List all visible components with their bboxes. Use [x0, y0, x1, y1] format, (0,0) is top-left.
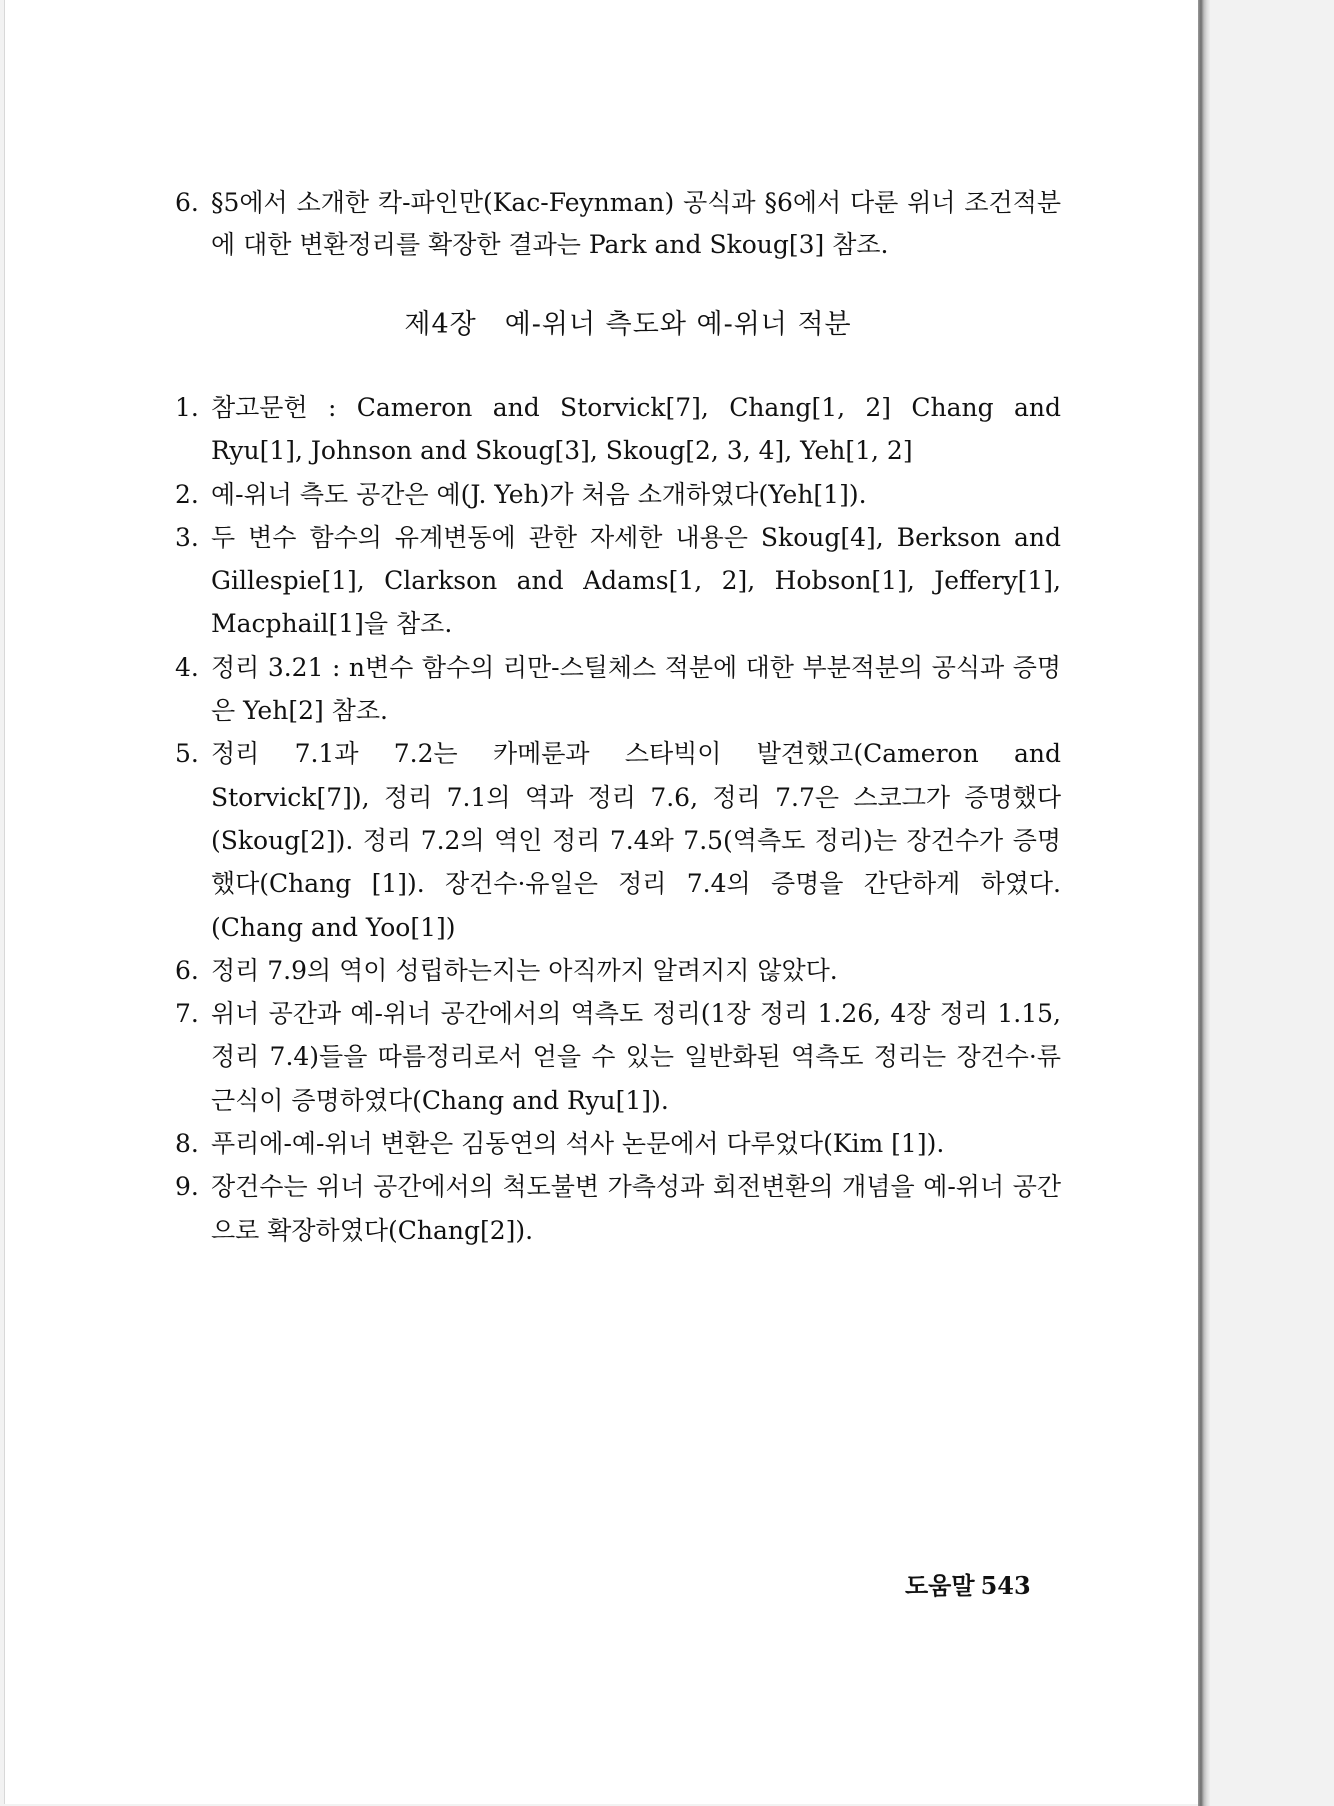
- note-text: 참고문헌 : Cameron and Storvick[7], Chang[1, 2] Chang and Ryu[1], Johnson and Skoug[3], Skoug[2, 3, 4], Yeh[1, 2]: [211, 393, 1061, 466]
- list-item: [175, 732, 1061, 948]
- note-number: 3.: [175, 522, 199, 552]
- list-item: [175, 1165, 1061, 1252]
- note-number: 6.: [175, 188, 199, 217]
- page-footer: [905, 1566, 1031, 1601]
- running-footer-label: 도움말: [905, 1572, 975, 1600]
- notes-list: [175, 386, 1061, 1252]
- note-number: 9.: [175, 1172, 199, 1202]
- note-number: 2.: [175, 479, 199, 509]
- note-text: 두 변수 함수의 유계변동에 관한 자세한 내용은 Skoug[4], Berkson and Gillespie[1], Clarkson and Adams[1, 2], Hobson[1], Jeffery[1], Macphail[1]을 참조.: [211, 522, 1061, 639]
- list-item: [175, 992, 1061, 1122]
- list-item: [175, 646, 1061, 733]
- note-number: 1.: [175, 393, 199, 422]
- book-page: [4, 0, 1203, 1804]
- note-text: 정리 7.1과 7.2는 카메룬과 스타빅이 발견했고(Cameron and Storvick[7]), 정리 7.1의 역과 정리 7.6, 정리 7.7은 스코그가 증명했다(Skoug[2]). 정리 7.2의 역인 정리 7.4와 7.5(역측도 정리)는 장건수가 증명했다(Chang [1]). 장건수·유일은 정리 7.4의 증명을 간단하게 하였다. (Chang and Yoo[1]): [211, 739, 1061, 942]
- list-item: [175, 473, 1061, 516]
- note-text: 정리 3.21 : n변수 함수의 리만-스틸체스 적분에 대한 부분적분의 공식과 증명은 Yeh[2] 참조.: [211, 652, 1061, 726]
- note-item-previous-chapter: [175, 182, 1061, 266]
- note-number: 7.: [175, 999, 199, 1029]
- note-number: 4.: [175, 652, 199, 682]
- page-number: 543: [980, 1571, 1031, 1600]
- page-edge-shadow: [1198, 0, 1210, 1806]
- list-item: [175, 516, 1061, 646]
- note-text: 정리 7.9의 역이 성립하는지는 아직까지 알려지지 않았다.: [211, 955, 838, 985]
- chapter-heading: [175, 304, 1061, 346]
- list-item: [175, 386, 1061, 473]
- note-number: 8.: [175, 1129, 199, 1159]
- note-text: 푸리에-예-위너 변환은 김동연의 석사 논문에서 다루었다(Kim [1]).: [211, 1129, 945, 1159]
- note-text: 예-위너 측도 공간은 예(J. Yeh)가 처음 소개하였다(Yeh[1]).: [211, 479, 867, 509]
- note-text: §5에서 소개한 칵-파인만(Kac-Feynman) 공식과 §6에서 다룬 위너 조건적분에 대한 변환정리를 확장한 결과는 Park and Skoug[3] 참조.: [211, 188, 1061, 259]
- note-text: 장건수는 위너 공간에서의 척도불변 가측성과 회전변환의 개념을 예-위너 공간으로 확장하였다(Chang[2]).: [211, 1172, 1061, 1245]
- note-text: 위너 공간과 예-위너 공간에서의 역측도 정리(1장 정리 1.26, 4장 정리 1.15, 정리 7.4)들을 따름정리로서 얻을 수 있는 일반화된 역측도 정리는 장건수·류근식이 증명하였다(Chang and Ryu[1]).: [211, 999, 1061, 1115]
- list-item: [175, 1122, 1061, 1165]
- page-content: [175, 182, 1061, 1252]
- chapter-title: 예-위너 측도와 예-위너 적분: [504, 309, 852, 340]
- list-item: [175, 949, 1061, 992]
- note-number: 5.: [175, 739, 199, 769]
- chapter-label: 제4장: [404, 309, 477, 340]
- note-number: 6.: [175, 955, 199, 985]
